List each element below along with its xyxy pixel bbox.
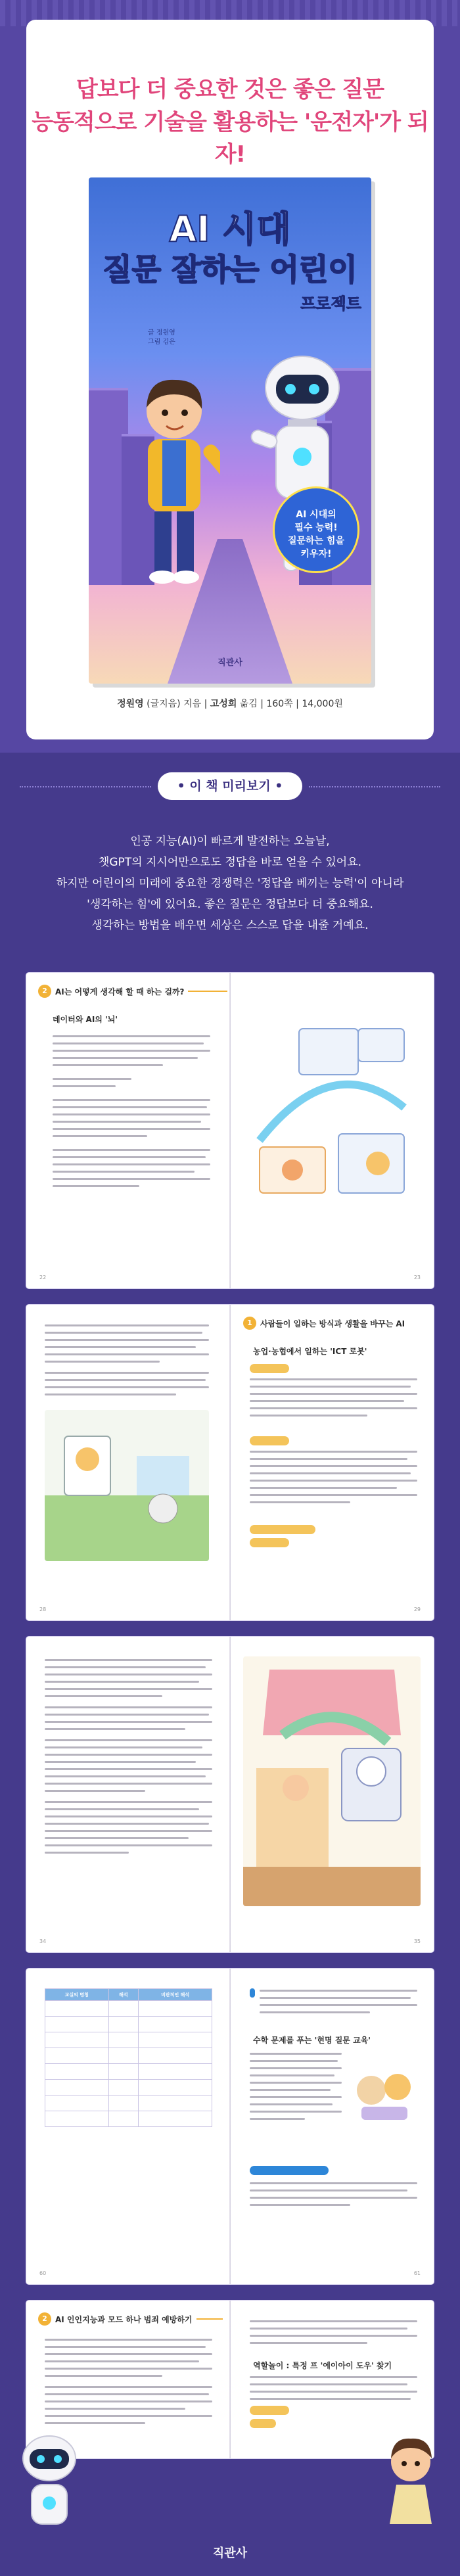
table-row: [45, 2080, 212, 2096]
robot-mascot: [13, 2432, 85, 2544]
book-info: 정원영 (글지음) 지음 | 고성희 옮김 | 160쪽 | 14,000원: [117, 699, 343, 709]
page-number-right: 35: [413, 1938, 421, 1944]
bullet-marker: [250, 1988, 255, 1998]
book-title-line3: 프로젝트: [300, 294, 361, 313]
body-text: [45, 2339, 212, 2429]
table-row: [45, 2096, 212, 2111]
book-price: 14,000원: [302, 699, 343, 709]
section-subheading: 역할놀이 : 특정 프 '에이아이 도우' 찾기: [253, 2361, 392, 2370]
preview-label: • 이 책 미리보기 •: [158, 772, 302, 800]
tagline-line1: 답보다 더 중요한 것은 좋은 질문: [76, 76, 384, 103]
intro-line: '생각하는 힘'에 있어요. 좋은 질문은 정답보다 더 중요해요.: [87, 898, 373, 911]
page-number-right: 23: [413, 1275, 421, 1280]
intro-line: 인공 지능(AI)이 빠르게 발전하는 오늘날,: [130, 835, 330, 848]
book-author-suffix: (글지음) 지음: [147, 699, 202, 709]
highlight-tag: [250, 1436, 289, 1445]
book-pages: 160쪽: [266, 699, 293, 709]
highlight-tag: [250, 2166, 329, 2175]
page-number-right: 61: [413, 2270, 421, 2276]
cover-author: 글 정원영: [148, 329, 175, 337]
cover-illustrator: 그림 김은: [148, 339, 175, 346]
intro-line: 생각하는 방법을 배우면 세상은 스스로 답을 내줄 거예요.: [91, 919, 369, 932]
cover-card: [26, 20, 434, 739]
page-gutter: [229, 1637, 231, 1952]
table-header: 해석: [108, 1989, 139, 2001]
spread-illustration: [348, 2054, 421, 2126]
page-number-left: 34: [39, 1938, 47, 1944]
highlight-tag: [250, 1538, 289, 1547]
chapter-title: 사람들이 일하는 방식과 생활을 바꾸는 AI: [260, 1319, 405, 1328]
table-row: [45, 2001, 212, 2017]
book-author: 정원영: [117, 699, 144, 709]
chapter-number: 2: [38, 2312, 51, 2326]
tagline-line2: 능동적으로 기술을 활용하는 '운전자'가 되자!: [32, 109, 428, 168]
book-illustrator-suffix: 옮김: [239, 699, 258, 709]
chapter-rule: [188, 991, 227, 992]
intro-line: 챗GPT의 지시어만으로도 정답을 바로 얻을 수 있어요.: [98, 856, 362, 869]
spread-illustration: [45, 1410, 209, 1561]
intro-line: 하지만 어린이의 미래에 중요한 경쟁력은 '정답을 베끼는 능력'이 아니라: [56, 877, 404, 890]
body-text: [260, 1990, 417, 2019]
page-gutter: [229, 1969, 231, 2284]
girl-mascot: [378, 2432, 444, 2544]
body-text: [250, 1378, 417, 1422]
section-subheading: 수학 문제를 푸는 '현명 질문 교육': [253, 2036, 371, 2045]
preview-spread-2: [26, 1305, 434, 1620]
book-title-line1: AI 시대: [169, 208, 291, 250]
table-header: 교실의 명칭: [45, 1989, 109, 2001]
table-header: 비판적인 해석: [139, 1989, 212, 2001]
chapter-title: AI는 어떻게 생각해 할 때 하는 걸까?: [55, 987, 185, 996]
footer-logo: 직관사: [212, 2546, 248, 2560]
section-subheading: 농업·농협에서 일하는 'ICT 로봇': [253, 1347, 367, 1356]
chapter-title: AI 인인지능과 모드 하나 범죄 예방하기: [55, 2314, 193, 2324]
highlight-tag: [250, 2406, 289, 2415]
chapter-rule: [196, 2318, 223, 2320]
book-cover: [89, 177, 371, 684]
cover-authors: [148, 329, 175, 347]
badge-line: 키우자!: [300, 549, 332, 559]
table-row: [45, 2048, 212, 2064]
chapter-number: 1: [243, 1317, 256, 1330]
comparison-table: [45, 1988, 212, 2127]
preview-spread-4: [26, 1969, 434, 2284]
chapter-header: [38, 2312, 223, 2326]
badge-line: AI 시대의: [296, 509, 336, 520]
divider-left: [20, 786, 151, 787]
spread-illustration: [246, 1009, 417, 1206]
preview-spread-3: [26, 1637, 434, 1952]
cover-badge: [273, 486, 359, 573]
body-text: [53, 1035, 210, 1192]
section-subheading: 데이터와 AI의 '뇌': [53, 1015, 118, 1024]
footer-mascots: [0, 2425, 460, 2557]
book-illustrator: 고성희: [210, 699, 237, 709]
body-text: [250, 1451, 417, 1509]
preview-spread-1: [26, 973, 434, 1288]
publisher-logo: 직관사: [218, 658, 242, 668]
body-text: [250, 2053, 342, 2125]
table-row: [45, 2032, 212, 2048]
table-row: [45, 2017, 212, 2032]
highlight-tag: [250, 1364, 289, 1373]
spread-illustration: [243, 1656, 421, 1906]
body-text: [250, 2376, 417, 2405]
page-number-left: 22: [39, 1275, 47, 1280]
body-text: [250, 2182, 417, 2211]
page-number-left: 60: [39, 2270, 47, 2276]
table-row: [45, 2064, 212, 2080]
body-text: [45, 1324, 209, 1401]
book-title-line2: 질문 잘하는 어린이: [103, 252, 357, 287]
body-text: [250, 2320, 417, 2349]
chapter-number: 2: [38, 985, 51, 998]
badge-line: 질문하는 힘을: [287, 536, 345, 546]
page-gutter: [229, 1305, 231, 1620]
table-row: [45, 2111, 212, 2127]
body-text: [45, 1659, 212, 1859]
divider-right: [309, 786, 440, 787]
highlight-tag: [250, 1525, 315, 1534]
page-gutter: [229, 973, 231, 1288]
badge-line: 필수 능력!: [294, 523, 338, 533]
chapter-header: [38, 985, 227, 998]
page-number-right: 29: [413, 1606, 421, 1612]
page-number-left: 28: [39, 1606, 47, 1612]
chapter-header: [243, 1317, 405, 1330]
kid-illustration: [128, 375, 220, 592]
